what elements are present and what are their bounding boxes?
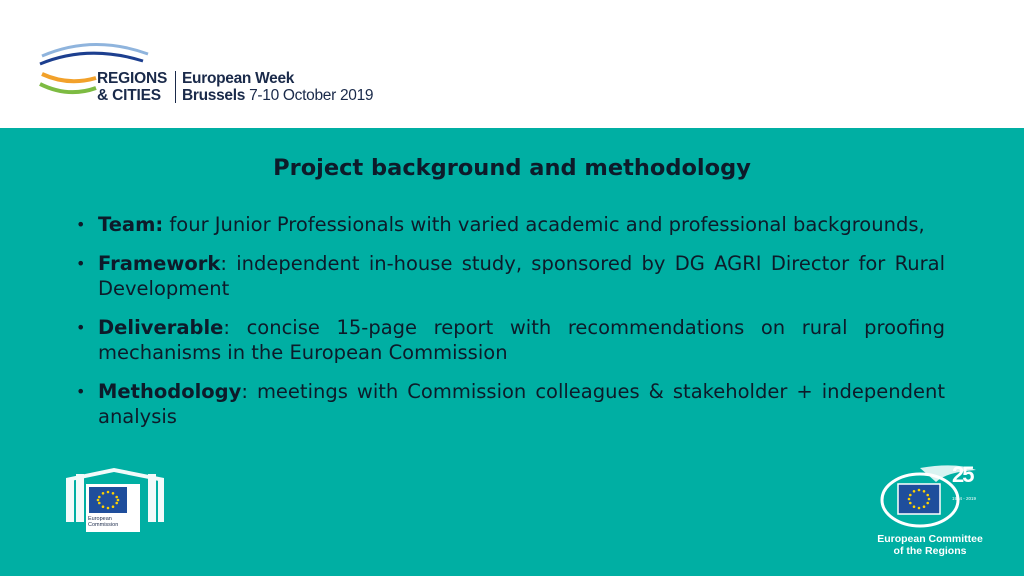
slide-title: Project background and methodology (273, 155, 751, 181)
cor-anniversary-number: 25 (952, 462, 973, 487)
bullet-list (72, 212, 945, 443)
event-city: Brussels (182, 87, 246, 104)
logo-divider (175, 71, 176, 103)
cor-anniversary-years: 1994 - 2019 (952, 496, 977, 501)
bullet-icon: • (76, 215, 86, 234)
bullet-term: Team: (98, 213, 164, 236)
ec-caption-line-2: Commission (88, 522, 119, 528)
regions-cities-logo-text (97, 70, 167, 104)
bullet-item (72, 251, 945, 302)
bullet-icon: • (76, 381, 86, 401)
cor-name-line-2: of the Regions (893, 545, 967, 557)
bullet-term: Deliverable (98, 315, 224, 339)
bullet-text: : meetings with Commission colleagues & stakeholder + independent analysis (98, 379, 945, 428)
ec-caption-line-1: European (88, 516, 112, 522)
logo-line-1: REGIONS (97, 70, 168, 87)
bullet-item (72, 379, 945, 430)
bullet-term: Framework (98, 251, 221, 275)
bullet-text: : independent in-house study, sponsored by DG AGRI Director for Rural Development (98, 251, 945, 300)
bullet-text: : concise 15-page report with recommendations on rural proofing mechanisms in the European Commission (98, 315, 945, 364)
bullet-icon: • (76, 317, 86, 337)
bullet-item (72, 315, 945, 366)
ec-caption (88, 516, 118, 528)
logo-line-2: & CITIES (97, 87, 161, 104)
event-dates: 7-10 October 2019 (249, 87, 374, 104)
bullet-item (72, 212, 945, 238)
event-info (182, 70, 373, 104)
event-name: European Week (182, 70, 295, 87)
bullet-icon: • (76, 253, 86, 273)
bullet-text: four Junior Professionals with varied academic and professional backgrounds, (163, 213, 925, 236)
bullet-term: Methodology (98, 379, 242, 403)
cor-name (860, 533, 1000, 557)
header-bar (0, 0, 1024, 128)
cor-name-line-1: European Committee (877, 533, 983, 545)
